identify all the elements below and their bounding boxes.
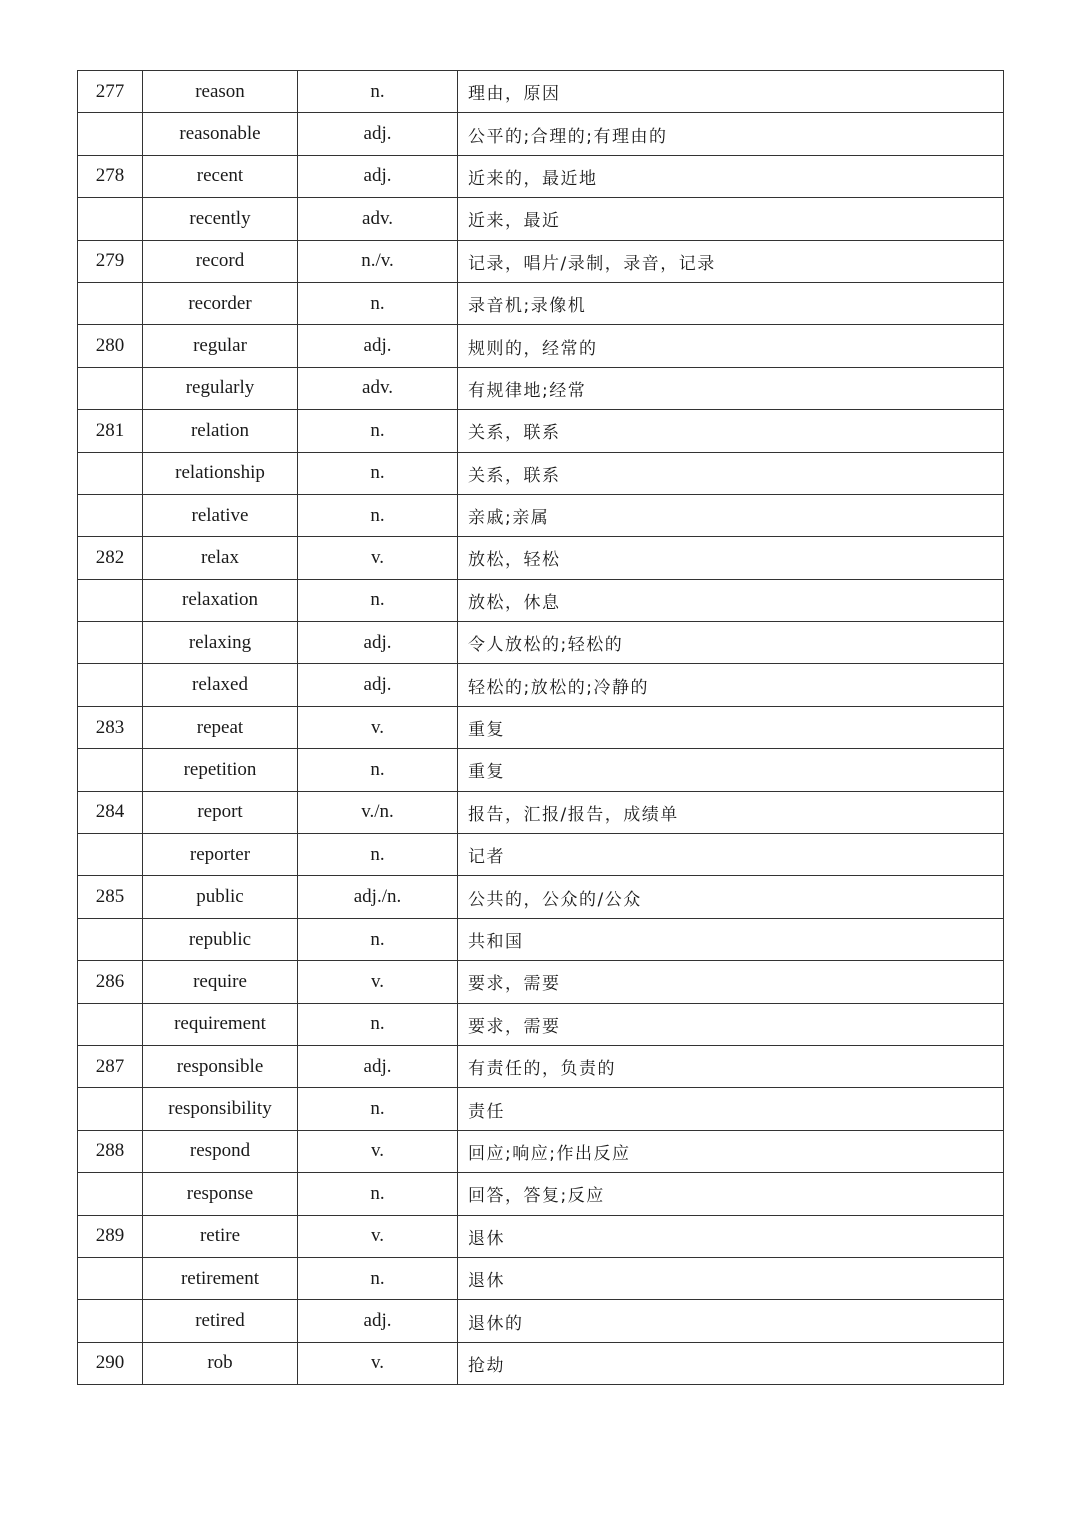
table-row (78, 367, 1004, 409)
entry-meaning: 共和国 (458, 918, 1004, 960)
entry-word: record (143, 240, 298, 282)
entry-part-of-speech: n. (298, 494, 458, 536)
table-row (78, 961, 1004, 1003)
entry-part-of-speech: adv. (298, 198, 458, 240)
entry-meaning: 责任 (458, 1088, 1004, 1130)
entry-part-of-speech: n. (298, 1173, 458, 1215)
entry-number: 283 (78, 706, 143, 748)
entry-part-of-speech: v. (298, 1215, 458, 1257)
entry-number: 290 (78, 1342, 143, 1384)
entry-number: 278 (78, 155, 143, 197)
table-row (78, 1003, 1004, 1045)
entry-part-of-speech: n. (298, 749, 458, 791)
entry-number: 289 (78, 1215, 143, 1257)
entry-part-of-speech: adv. (298, 367, 458, 409)
entry-number (78, 579, 143, 621)
entry-meaning: 亲戚;亲属 (458, 494, 1004, 536)
entry-meaning: 报告，汇报/报告，成绩单 (458, 791, 1004, 833)
entry-word: repeat (143, 706, 298, 748)
entry-number: 279 (78, 240, 143, 282)
vocabulary-table-body (78, 71, 1004, 1385)
entry-meaning: 记录，唱片/录制，录音，记录 (458, 240, 1004, 282)
table-row (78, 791, 1004, 833)
entry-number (78, 452, 143, 494)
entry-part-of-speech: n. (298, 579, 458, 621)
entry-meaning: 放松，轻松 (458, 537, 1004, 579)
entry-meaning: 有规律地;经常 (458, 367, 1004, 409)
entry-number (78, 749, 143, 791)
entry-meaning: 要求，需要 (458, 1003, 1004, 1045)
entry-word: relationship (143, 452, 298, 494)
entry-number (78, 664, 143, 706)
entry-word: retired (143, 1300, 298, 1342)
table-row (78, 1173, 1004, 1215)
entry-meaning: 记者 (458, 834, 1004, 876)
entry-meaning: 重复 (458, 749, 1004, 791)
entry-number: 284 (78, 791, 143, 833)
entry-part-of-speech: adj./n. (298, 876, 458, 918)
table-row (78, 452, 1004, 494)
entry-word: recently (143, 198, 298, 240)
entry-number (78, 494, 143, 536)
entry-meaning: 近来，最近 (458, 198, 1004, 240)
entry-meaning: 要求，需要 (458, 961, 1004, 1003)
table-row (78, 282, 1004, 324)
table-row (78, 1045, 1004, 1087)
table-row (78, 749, 1004, 791)
entry-part-of-speech: v./n. (298, 791, 458, 833)
entry-part-of-speech: n. (298, 71, 458, 113)
entry-part-of-speech: adj. (298, 325, 458, 367)
table-row (78, 410, 1004, 452)
entry-part-of-speech: n./v. (298, 240, 458, 282)
entry-number: 285 (78, 876, 143, 918)
entry-part-of-speech: adj. (298, 155, 458, 197)
entry-meaning: 理由，原因 (458, 71, 1004, 113)
entry-word: report (143, 791, 298, 833)
entry-word: reason (143, 71, 298, 113)
entry-meaning: 退休 (458, 1257, 1004, 1299)
entry-meaning: 有责任的，负责的 (458, 1045, 1004, 1087)
entry-number: 282 (78, 537, 143, 579)
entry-part-of-speech: adj. (298, 1300, 458, 1342)
table-row (78, 1257, 1004, 1299)
table-row (78, 664, 1004, 706)
entry-word: relaxation (143, 579, 298, 621)
entry-number (78, 367, 143, 409)
entry-number: 288 (78, 1130, 143, 1172)
table-row (78, 1300, 1004, 1342)
entry-part-of-speech: n. (298, 410, 458, 452)
entry-number (78, 622, 143, 664)
entry-meaning: 回答，答复;反应 (458, 1173, 1004, 1215)
entry-number: 287 (78, 1045, 143, 1087)
entry-number (78, 834, 143, 876)
entry-meaning: 近来的，最近地 (458, 155, 1004, 197)
entry-number: 281 (78, 410, 143, 452)
entry-part-of-speech: v. (298, 706, 458, 748)
entry-part-of-speech: adj. (298, 1045, 458, 1087)
entry-part-of-speech: adj. (298, 664, 458, 706)
entry-word: relative (143, 494, 298, 536)
entry-part-of-speech: adj. (298, 113, 458, 155)
entry-number: 286 (78, 961, 143, 1003)
table-row (78, 834, 1004, 876)
table-row (78, 71, 1004, 113)
entry-word: responsibility (143, 1088, 298, 1130)
table-row (78, 1342, 1004, 1384)
table-row (78, 113, 1004, 155)
entry-word: response (143, 1173, 298, 1215)
entry-part-of-speech: n. (298, 1003, 458, 1045)
entry-word: reasonable (143, 113, 298, 155)
entry-meaning: 关系，联系 (458, 410, 1004, 452)
entry-number (78, 1088, 143, 1130)
entry-part-of-speech: n. (298, 452, 458, 494)
entry-part-of-speech: v. (298, 1130, 458, 1172)
entry-part-of-speech: adj. (298, 622, 458, 664)
entry-word: recent (143, 155, 298, 197)
entry-word: reporter (143, 834, 298, 876)
entry-meaning: 令人放松的;轻松的 (458, 622, 1004, 664)
entry-number (78, 282, 143, 324)
entry-part-of-speech: n. (298, 1088, 458, 1130)
entry-word: relaxing (143, 622, 298, 664)
entry-part-of-speech: v. (298, 537, 458, 579)
entry-word: relation (143, 410, 298, 452)
entry-word: requirement (143, 1003, 298, 1045)
entry-word: require (143, 961, 298, 1003)
table-row (78, 876, 1004, 918)
entry-word: retire (143, 1215, 298, 1257)
entry-meaning: 抢劫 (458, 1342, 1004, 1384)
table-row (78, 706, 1004, 748)
table-row (78, 579, 1004, 621)
table-row (78, 494, 1004, 536)
entry-number: 280 (78, 325, 143, 367)
entry-meaning: 关系，联系 (458, 452, 1004, 494)
entry-meaning: 退休的 (458, 1300, 1004, 1342)
entry-meaning: 公共的，公众的/公众 (458, 876, 1004, 918)
table-row (78, 240, 1004, 282)
entry-number (78, 918, 143, 960)
entry-meaning: 回应;响应;作出反应 (458, 1130, 1004, 1172)
entry-number: 277 (78, 71, 143, 113)
entry-word: rob (143, 1342, 298, 1384)
entry-meaning: 重复 (458, 706, 1004, 748)
entry-number (78, 113, 143, 155)
table-row (78, 1215, 1004, 1257)
entry-meaning: 公平的;合理的;有理由的 (458, 113, 1004, 155)
table-row (78, 155, 1004, 197)
table-row (78, 325, 1004, 367)
entry-word: repetition (143, 749, 298, 791)
entry-word: relaxed (143, 664, 298, 706)
entry-part-of-speech: v. (298, 961, 458, 1003)
entry-word: republic (143, 918, 298, 960)
entry-word: regularly (143, 367, 298, 409)
table-row (78, 622, 1004, 664)
entry-part-of-speech: n. (298, 282, 458, 324)
entry-number (78, 1300, 143, 1342)
entry-meaning: 轻松的;放松的;冷静的 (458, 664, 1004, 706)
entry-word: relax (143, 537, 298, 579)
entry-number (78, 198, 143, 240)
entry-meaning: 录音机;录像机 (458, 282, 1004, 324)
entry-word: respond (143, 1130, 298, 1172)
entry-part-of-speech: n. (298, 918, 458, 960)
entry-part-of-speech: n. (298, 1257, 458, 1299)
entry-part-of-speech: v. (298, 1342, 458, 1384)
entry-number (78, 1173, 143, 1215)
entry-meaning: 退休 (458, 1215, 1004, 1257)
table-row (78, 198, 1004, 240)
entry-word: recorder (143, 282, 298, 324)
table-row (78, 537, 1004, 579)
table-row (78, 1130, 1004, 1172)
entry-number (78, 1003, 143, 1045)
entry-part-of-speech: n. (298, 834, 458, 876)
entry-meaning: 规则的，经常的 (458, 325, 1004, 367)
entry-word: public (143, 876, 298, 918)
entry-number (78, 1257, 143, 1299)
entry-word: retirement (143, 1257, 298, 1299)
table-row (78, 918, 1004, 960)
entry-meaning: 放松，休息 (458, 579, 1004, 621)
entry-word: regular (143, 325, 298, 367)
table-row (78, 1088, 1004, 1130)
entry-word: responsible (143, 1045, 298, 1087)
vocabulary-table (77, 70, 1004, 1385)
